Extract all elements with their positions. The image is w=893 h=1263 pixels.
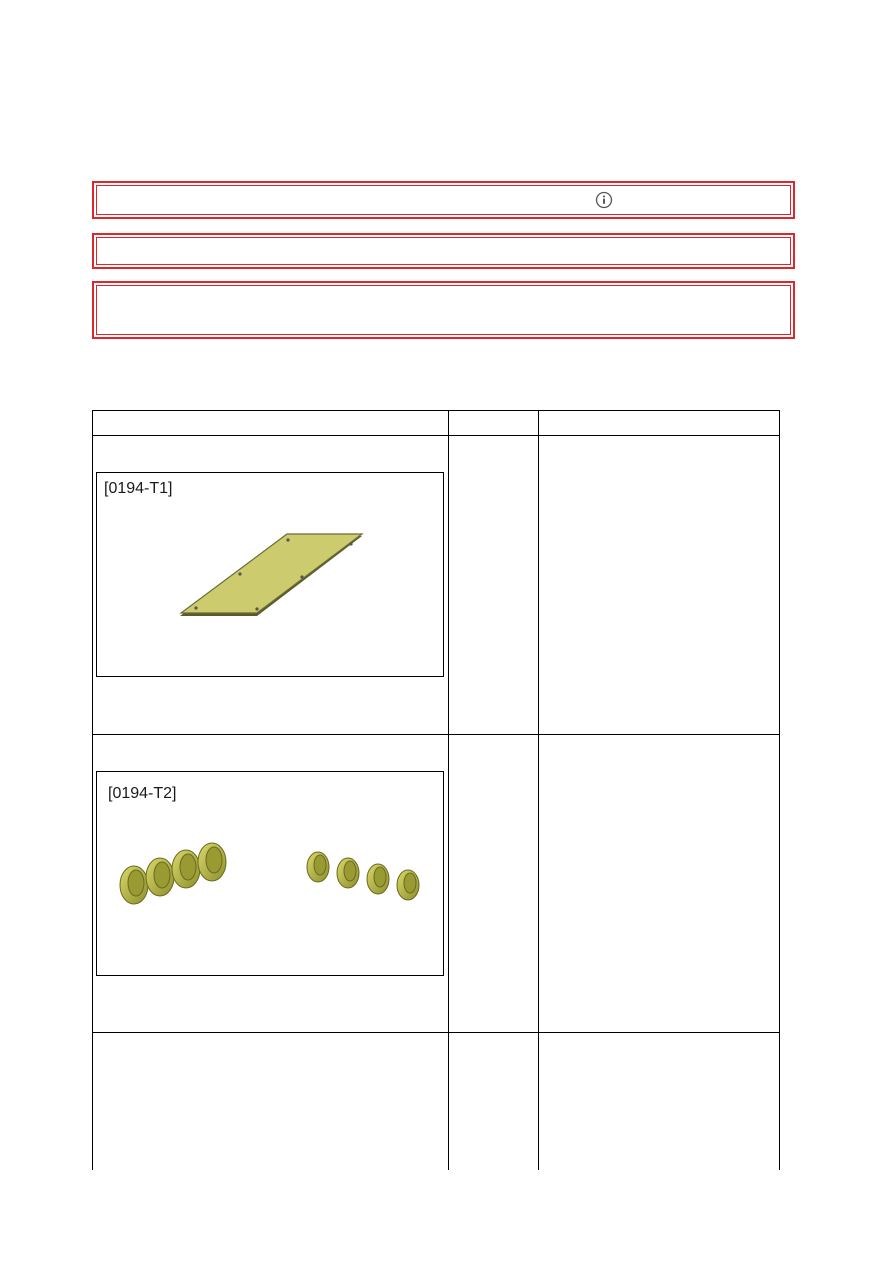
figure-label-1: [0194-T1] <box>104 480 173 497</box>
figure-label-2: [0194-T2] <box>108 785 177 802</box>
table-row-divider-2 <box>92 1032 780 1033</box>
warning-notice-3 <box>92 281 795 339</box>
table-top-border <box>92 410 780 411</box>
flat-plate-icon <box>97 473 443 676</box>
info-icon[interactable] <box>595 191 613 209</box>
table-col-divider-2 <box>538 410 539 1170</box>
tool-figure-1 <box>96 472 444 677</box>
warning-notice-2 <box>92 233 795 269</box>
tool-figure-2 <box>96 771 444 976</box>
table-row-divider-1 <box>92 734 780 735</box>
ring-set-icon <box>97 772 443 975</box>
table-left-border <box>92 410 93 1170</box>
table-right-border <box>779 410 780 1170</box>
table-header-divider <box>92 435 780 436</box>
warning-notice-1 <box>92 181 795 219</box>
table-col-divider-1 <box>448 410 449 1170</box>
